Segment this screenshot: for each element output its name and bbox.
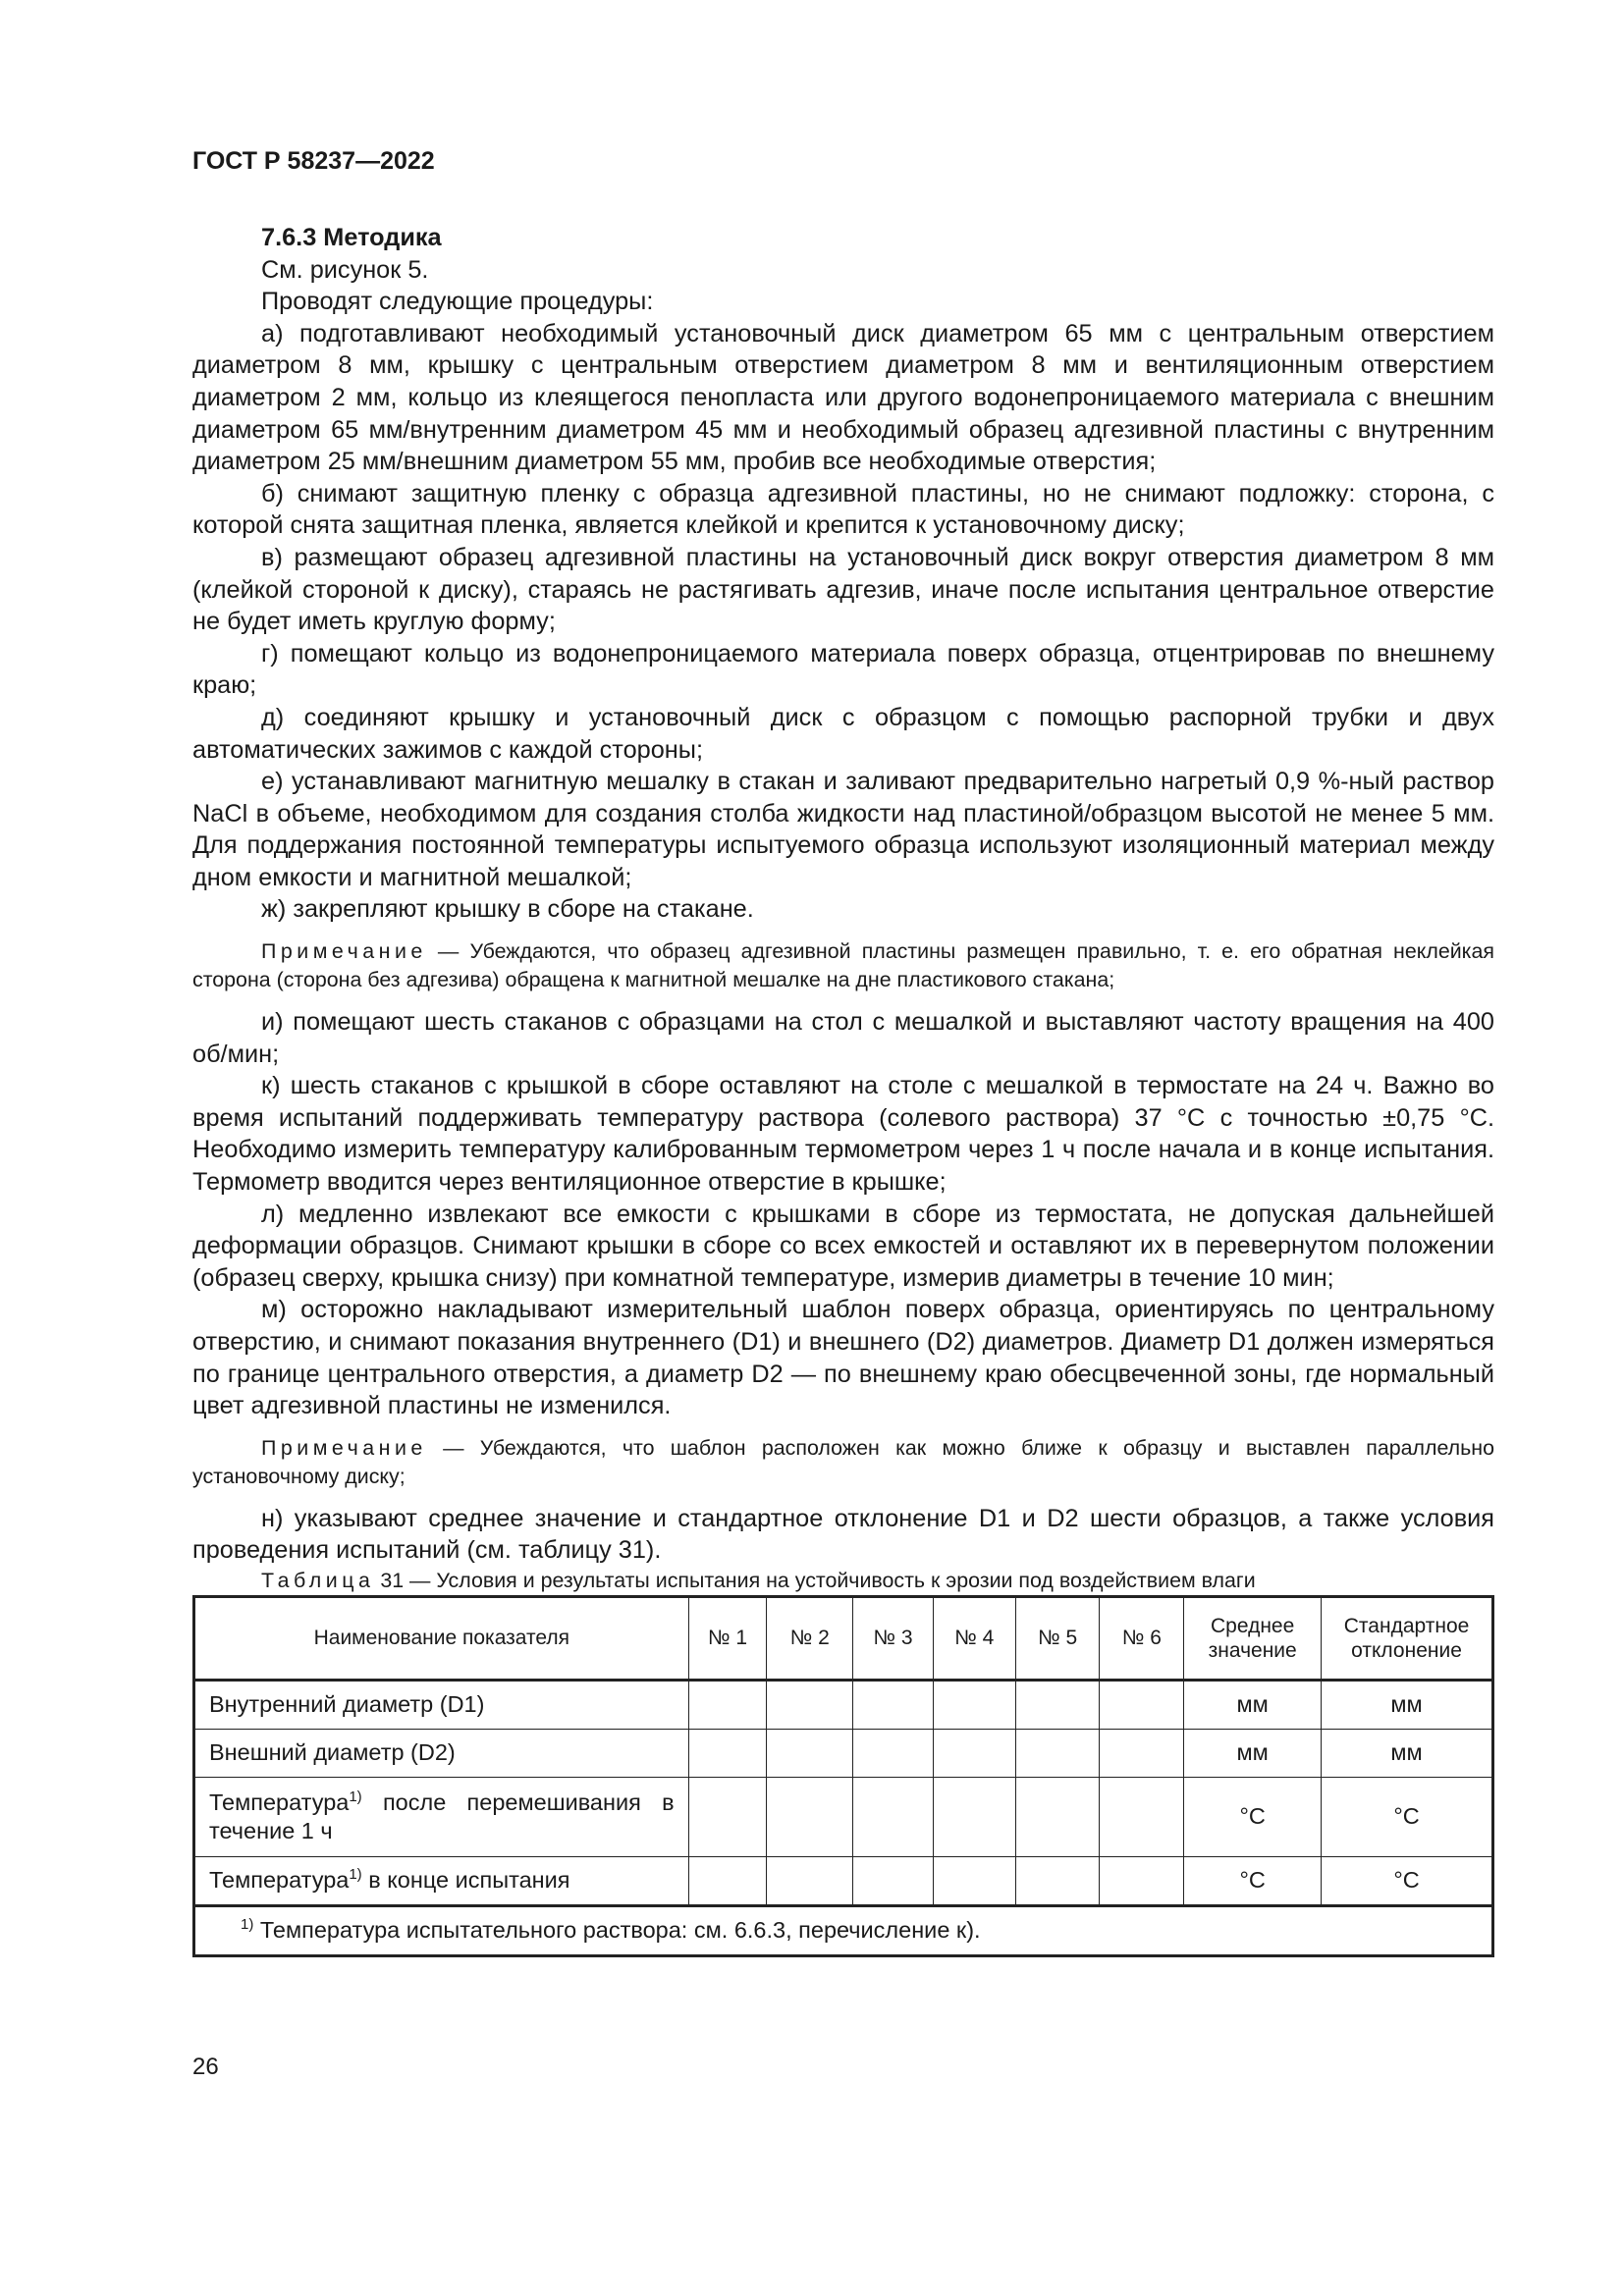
table-cell (1015, 1680, 1100, 1729)
header-sample-6: № 6 (1100, 1596, 1184, 1680)
procedure-item-zh: ж) закрепляют крышку в сборе на стакане. (261, 895, 754, 924)
row-label-outer-diameter: Внешний диаметр (D2) (194, 1729, 689, 1777)
table-cell (1015, 1856, 1100, 1905)
table-cell (1100, 1729, 1184, 1777)
note-1-label: Примечание (261, 939, 427, 964)
procedure-item-b: б) снимают защитную пленку с образца адгезивной пластины, но не снимают подложку: сторона, с которой снята защитная пленка, является клейкой и крепится к установочному диску; (192, 479, 1494, 540)
procedure-item-l: л) медленно извлекают все емкости с крышками в сборе из термостата, не допуская дальнейшей деформации образцов. Снимают крышки в сборе со всех емкостей и оставляют их в перевернутом положении (образец сверху, крышка снизу) при комнатной температуре, измерив диаметры в течение 10 мин; (192, 1200, 1494, 1292)
table-cell (688, 1856, 767, 1905)
procedure-item-v: в) размещают образец адгезивной пластины на установочный диск вокруг отверстия диаметром 8 мм (клейкой стороной к диску), стараясь не растягивать адгезив, иначе после испытания центральное отверстие не будет иметь круглую форму; (192, 543, 1494, 636)
footnote-marker: 1) (349, 1866, 362, 1884)
procedure-item-d: д) соединяют крышку и установочный диск с образцом с помощью распорной трубки и двух автоматических зажимов с каждой стороны; (192, 703, 1494, 764)
row-label-inner-diameter: Внутренний диаметр (D1) (194, 1680, 689, 1729)
table-cell (1100, 1856, 1184, 1905)
table-row (194, 1777, 1493, 1856)
procedure-item-k: к) шесть стаканов с крышкой в сборе оставляют на столе с мешалкой в термостате на 24 ч. Важно во время испытаний поддерживать температуру раствора (солевого раствора) 37 °С с точностью ±0,75 °С. Необходимо измерить температуру калиброванным термометром через 1 ч после начала и в конце испытания. Термометр вводится через вентиляционное отверстие в крышке; (192, 1072, 1494, 1197)
table-caption-text: 31 — Условия и результаты испытания на устойчивость к эрозии под воздействием влаги (374, 1568, 1256, 1592)
header-sample-2: № 2 (767, 1596, 853, 1680)
table-row (194, 1680, 1493, 1729)
row-label-temp-end (194, 1856, 689, 1905)
table-cell (1015, 1729, 1100, 1777)
footnote-marker: 1) (349, 1789, 362, 1806)
section-heading: 7.6.3 Методика (261, 224, 442, 251)
mean-unit: мм (1184, 1680, 1322, 1729)
table-cell (1100, 1777, 1184, 1856)
row-label-part: в конце испытания (361, 1867, 570, 1894)
std-unit: °С (1322, 1856, 1493, 1905)
header-sample-4: № 4 (933, 1596, 1015, 1680)
table-cell (933, 1680, 1015, 1729)
table-footnote (194, 1905, 1493, 1955)
procedure-item-n: н) указывают среднее значение и стандартное отклонение D1 и D2 шести образцов, а также условия проведения испытаний (см. таблицу 31). (192, 1504, 1494, 1565)
row-label-temp-after-mixing (194, 1777, 689, 1856)
note-2-text: — Убеждаются, что шаблон расположен как можно ближе к образцу и выставлен параллельно установочному диску; (192, 1435, 1494, 1488)
procedure-intro: Проводят следующие процедуры: (261, 288, 654, 316)
note-2-label: Примечание (261, 1435, 427, 1460)
table-cell (853, 1680, 934, 1729)
table-cell (767, 1856, 853, 1905)
header-mean: Среднее значение (1184, 1596, 1322, 1680)
table-cell (767, 1729, 853, 1777)
row-label-part: Температура (209, 1867, 350, 1894)
table-footnote-row (194, 1905, 1493, 1955)
results-table (192, 1595, 1494, 1957)
table-cell (933, 1777, 1015, 1856)
std-unit: °С (1322, 1777, 1493, 1856)
table-cell (853, 1856, 934, 1905)
table-cell (1015, 1777, 1100, 1856)
procedure-item-g: г) помещают кольцо из водонепроницаемого материала поверх образца, отцентрировав по внешнему краю; (192, 639, 1494, 700)
procedure-item-e: е) устанавливают магнитную мешалку в стакан и заливают предварительно нагретый 0,9 %-ный раствор NaCl в объеме, необходимом для создания столба жидкости над пластиной/образцом высотой не менее 5 мм. Для поддержания постоянной температуры испытуемого образца используют изоляционный материал между дном емкости и магнитной мешалкой; (192, 768, 1494, 891)
footnote-marker: 1) (241, 1916, 254, 1934)
note-2 (192, 1434, 1494, 1491)
row-label-part: после перемешивания в течение 1 ч (209, 1789, 675, 1843)
std-unit: мм (1322, 1680, 1493, 1729)
std-unit: мм (1322, 1729, 1493, 1777)
table-cell (933, 1856, 1015, 1905)
table-row (194, 1856, 1493, 1905)
table-cell (853, 1729, 934, 1777)
document-code: ГОСТ Р 58237—2022 (192, 147, 435, 175)
page-number: 26 (192, 2054, 219, 2080)
table-row (194, 1729, 1493, 1777)
mean-unit: мм (1184, 1729, 1322, 1777)
row-label-part: Температура (209, 1789, 350, 1815)
note-1 (192, 937, 1494, 994)
table-cell (933, 1729, 1015, 1777)
header-sample-1: № 1 (688, 1596, 767, 1680)
table-cell (767, 1777, 853, 1856)
mean-unit: °С (1184, 1777, 1322, 1856)
table-caption (192, 1567, 1494, 1595)
header-std-deviation: Стандартное отклонение (1322, 1596, 1493, 1680)
note-1-text: — Убеждаются, что образец адгезивной пластины размещен правильно, т. е. его обратная неклейкая сторона (сторона без адгезива) обращена к магнитной мешалке на дне пластикового стакана; (192, 939, 1494, 992)
table-cell (688, 1680, 767, 1729)
header-sample-3: № 3 (853, 1596, 934, 1680)
procedure-item-m: м) осторожно накладывают измерительный шаблон поверх образца, ориентируясь по центральному отверстию, и снимают показания внутреннего (D1) и внешнего (D2) диаметров. Диаметр D1 должен измеряться по границе центрального отверстия, а диаметр D2 — по внешнему краю обесцвеченной зоны, где нормальный цвет адгезивной пластины не изменился. (192, 1296, 1494, 1420)
header-sample-5: № 5 (1015, 1596, 1100, 1680)
table-cell (688, 1777, 767, 1856)
table-cell (767, 1680, 853, 1729)
table-cell (853, 1777, 934, 1856)
table-header-row (194, 1596, 1493, 1680)
table-caption-label: Таблица (261, 1568, 375, 1592)
procedure-item-a: а) подготавливают необходимый установочный диск диаметром 65 мм с центральным отверстием диаметром 8 мм, крышку с центральным отверстием диаметром 8 мм и вентиляционным отверстием диаметром 2 мм, кольцо из клеящегося пенопласта или другого водонепроницаемого материала с внешним диаметром 65 мм/внутренним диаметром 45 мм и необходимый образец адгезивной пластины с внутренним диаметром 25 мм/внешним диаметром 55 мм, пробив все необходимые отверстия; (192, 319, 1494, 476)
procedure-item-i: и) помещают шесть стаканов с образцами на стол с мешалкой и выставляют частоту вращения на 400 об/мин; (192, 1008, 1494, 1068)
header-indicator-name: Наименование показателя (194, 1596, 689, 1680)
footnote-text: Температура испытательного раствора: см. 6.6.3, перечисление к). (253, 1917, 981, 1944)
table-cell (1100, 1680, 1184, 1729)
table-cell (688, 1729, 767, 1777)
section-content (192, 222, 1494, 1957)
mean-unit: °С (1184, 1856, 1322, 1905)
figure-reference: См. рисунок 5. (261, 255, 429, 284)
